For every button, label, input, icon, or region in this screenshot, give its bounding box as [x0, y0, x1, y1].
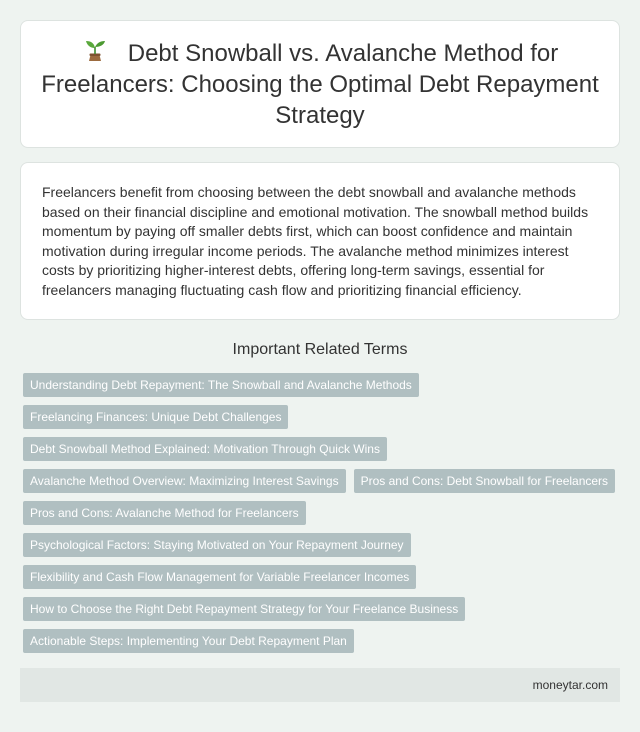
page-title-text: Debt Snowball vs. Avalanche Method for Freelancers: Choosing the Optimal Debt Repayment Strategy: [41, 39, 599, 129]
summary-text: Freelancers benefit from choosing between the debt snowball and avalanche methods based on their financial discipline and emotional motivation. The snowball method builds momentum by paying off smaller debts first, which can boost confidence and maintain motivation during irregular income periods. The avalanche method minimizes interest costs by prioritizing higher-interest debts, offering long-term savings, essential for freelancers managing fluctuating cash flow and prioritizing financial efficiency.: [42, 184, 589, 298]
related-terms-heading: Important Related Terms: [232, 341, 408, 358]
related-term-tag[interactable]: Freelancing Finances: Unique Debt Challenges: [23, 405, 288, 429]
footer: [20, 668, 620, 702]
sprout-icon: [82, 38, 108, 64]
related-term-tag[interactable]: Psychological Factors: Staying Motivated on Your Repayment Journey: [23, 533, 411, 557]
related-term-tag[interactable]: Avalanche Method Overview: Maximizing Interest Savings: [23, 469, 346, 493]
related-term-tag[interactable]: Understanding Debt Repayment: The Snowball and Avalanche Methods: [23, 373, 419, 397]
page-title: [41, 38, 599, 131]
related-term-tag[interactable]: Flexibility and Cash Flow Management for Variable Freelancer Incomes: [23, 565, 416, 589]
summary-card: [20, 162, 620, 320]
related-term-tag[interactable]: Debt Snowball Method Explained: Motivation Through Quick Wins: [23, 437, 387, 461]
related-term-tag[interactable]: Pros and Cons: Debt Snowball for Freelancers: [354, 469, 615, 493]
related-term-tag[interactable]: Actionable Steps: Implementing Your Debt Repayment Plan: [23, 629, 354, 653]
related-term-tag[interactable]: How to Choose the Right Debt Repayment Strategy for Your Freelance Business: [23, 597, 465, 621]
title-card: [20, 20, 620, 148]
related-terms-list: [23, 373, 619, 653]
related-term-tag[interactable]: Pros and Cons: Avalanche Method for Freelancers: [23, 501, 306, 525]
footer-site-link[interactable]: moneytar.com: [532, 678, 608, 692]
